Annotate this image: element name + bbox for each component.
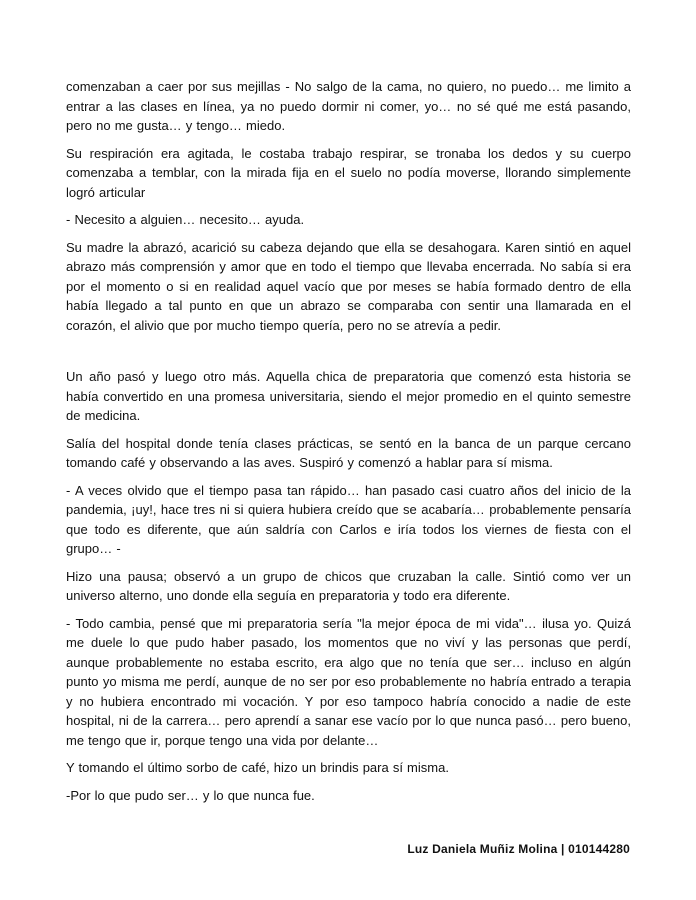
paragraph: - Necesito a alguien… necesito… ayuda. [66, 212, 305, 227]
paragraph: Un año pasó y luego otro más. Aquella chica de preparatoria que comenzó esta historia se había convertido en una promesa universitaria, siendo el mejor promedio en el quinto semestre de medicina. [66, 369, 631, 423]
paragraph: - Todo cambia, pensé que mi preparatoria sería "la mejor época de mi vida"… ilusa yo. Quizá me duele lo que pudo haber pasado, los momentos que no viví y las personas que perdí, aunque probablemente no estaba escrito, era algo que no tenía que ser… incluso en algún punto yo misma me perdí, aunque de no ser por eso probablemente no habría entrado a terapia y no hubiera encontrado mi vocación. Y por eso tampoco habría conocido a nadie de este hospital, ni de la carrera… pero aprendí a sanar ese vacío por lo que nunca pasó… pero bueno, me tengo que ir, porque tengo una vida por delante… [66, 615, 631, 748]
paragraph: Su madre la abrazó, acarició su cabeza dejando que ella se desahogara. Karen sintió en aquel abrazo más comprensión y amor que en todo el tiempo que llevaba encerrada. No sabía si era por el momento o si en realidad aquel vacío que por meses se había formado dentro de ella había llegado a tal punto en que un abrazo se comparaba con sentir una llamarada en el corazón, el alivio que por mucho tiempo quería, pero no se atrevía a pedir. [66, 239, 631, 333]
paragraph: comenzaban a caer por sus mejillas - No salgo de la cama, no quiero, no puedo… me limito a entrar a las clases en línea, ya no puedo dormir ni comer, yo… no sé qué me está pasando, pero no me gusta… y tengo… miedo. [66, 79, 631, 133]
paragraph: Hizo una pausa; observó a un grupo de chicos que cruzaban la calle. Sintió como ver un universo alterno, uno donde ella seguía en preparatoria y todo era diferente. [66, 568, 631, 603]
paragraph: Salía del hospital donde tenía clases prácticas, se sentó en la banca de un parque cercano tomando café y observando a las aves. Suspiró y comenzó a hablar para sí misma. [66, 435, 631, 470]
author-signature: Luz Daniela Muñiz Molina | 010144280 [407, 842, 630, 856]
section-break [66, 343, 631, 367]
paragraph: - A veces olvido que el tiempo pasa tan rápido… han pasado casi cuatro años del inicio de la pandemia, ¡uy!, hace tres ni si quiera hubiera creído que se acabaría… probablemente pensaría que todo es diferente, que aún saldría con Carlos e iría todos los viernes de fiesta con el grupo… - [66, 482, 631, 556]
document-body [66, 77, 631, 813]
paragraph: Su respiración era agitada, le costaba trabajo respirar, se tronaba los dedos y su cuerpo comenzaba a temblar, con la mirada fija en el suelo no podía moverse, llorando simplemente logró articular [66, 145, 631, 200]
paragraph: Y tomando el último sorbo de café, hizo un brindis para sí misma. [66, 760, 449, 775]
paragraph: -Por lo que pudo ser… y lo que nunca fue. [66, 787, 315, 803]
